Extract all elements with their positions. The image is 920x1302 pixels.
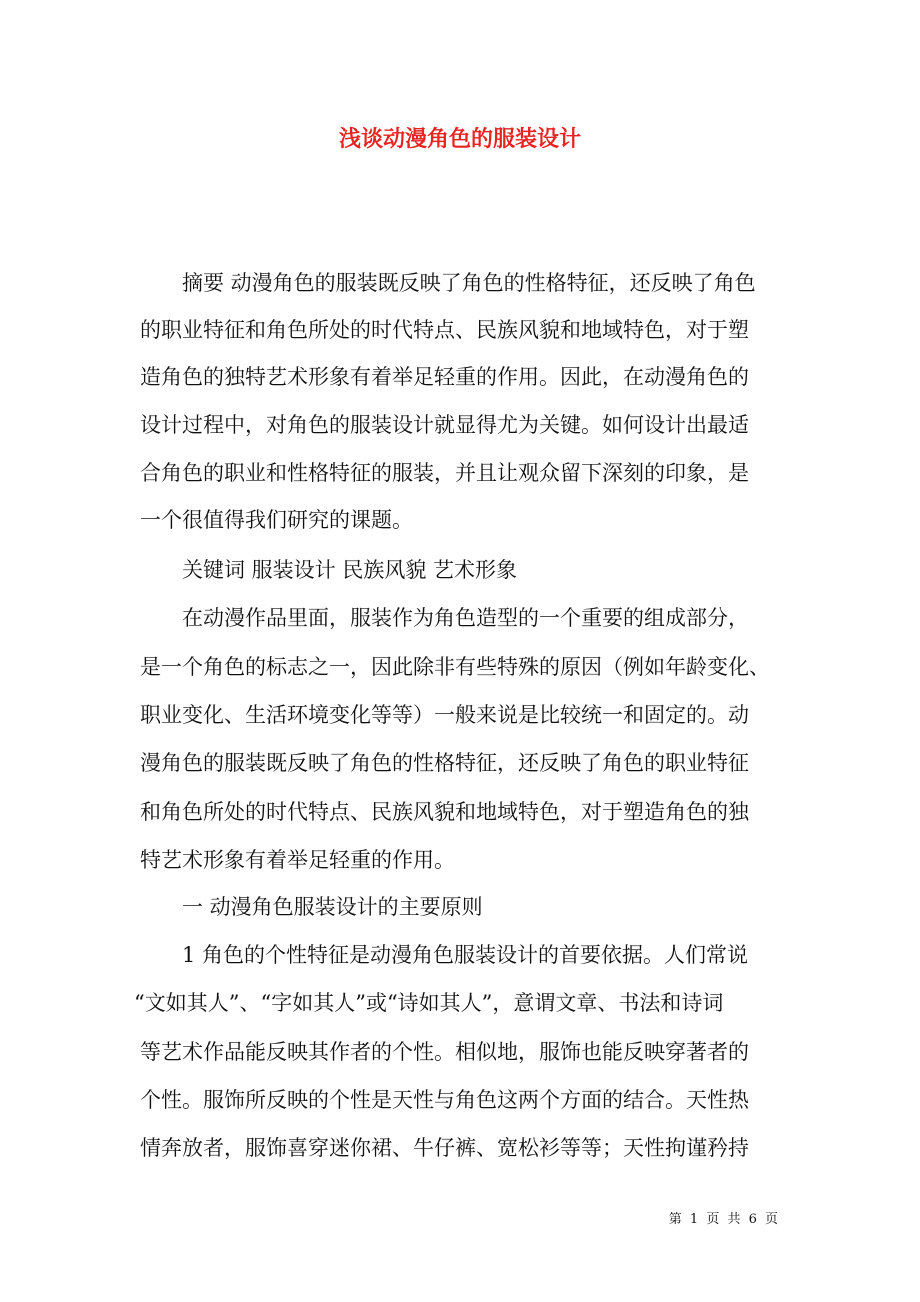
abstract-line: 的职业特征和角色所处的时代特点、民族风貌和地域特色，对于塑 [140, 318, 749, 342]
abstract-line: 造角色的独特艺术形象有着举足轻重的作用。因此，在动漫角色的 [140, 365, 749, 389]
abstract-line: 设计过程中，对角色的服装设计就显得尤为关键。如何设计出最适 [140, 413, 749, 437]
body-line: 1 角色的个性特征是动漫角色服装设计的首要依据。人们常说 [182, 943, 749, 967]
body-line: 是一个角色的标志之一，因此除非有些特殊的原因（例如年龄变化、 [140, 655, 770, 679]
body-line: 漫角色的服装既反映了角色的性格特征，还反映了角色的职业特征 [140, 751, 749, 775]
body-line: “文如其人”、“字如其人”或“诗如其人”，意谓文章、书法和诗词 [134, 991, 724, 1015]
keywords-line: 关键词 服装设计 民族风貌 艺术形象 [182, 558, 518, 582]
body-line: 个性。服饰所反映的个性是天性与角色这两个方面的结合。天性热 [140, 1088, 749, 1112]
body-line: 和角色所处的时代特点、民族风貌和地域特色，对于塑造角色的独 [140, 800, 749, 824]
body-line: 职业变化、生活环境变化等等）一般来说是比较统一和固定的。动 [140, 703, 749, 727]
body-line: 情奔放者，服饰喜穿迷你裙、牛仔裤、宽松衫等等；天性拘谨矜持 [140, 1136, 749, 1160]
document-title: 浅谈动漫角色的服装设计 [338, 126, 581, 152]
body-line: 等艺术作品能反映其作者的个性。相似地，服饰也能反映穿著者的 [140, 1040, 749, 1064]
body-line: 在动漫作品里面，服装作为角色造型的一个重要的组成部分， [182, 606, 749, 630]
abstract-line: 一个很值得我们研究的课题。 [140, 508, 413, 532]
page-number-footer: 第 1 页 共 6 页 [668, 1212, 780, 1227]
abstract-line: 合角色的职业和性格特征的服装，并且让观众留下深刻的印象，是 [140, 461, 749, 485]
abstract-line: 摘要 动漫角色的服装既反映了角色的性格特征，还反映了角色 [182, 271, 756, 295]
body-line: 特艺术形象有着举足轻重的作用。 [140, 848, 455, 872]
section-heading: 一 动漫角色服装设计的主要原则 [182, 895, 483, 919]
